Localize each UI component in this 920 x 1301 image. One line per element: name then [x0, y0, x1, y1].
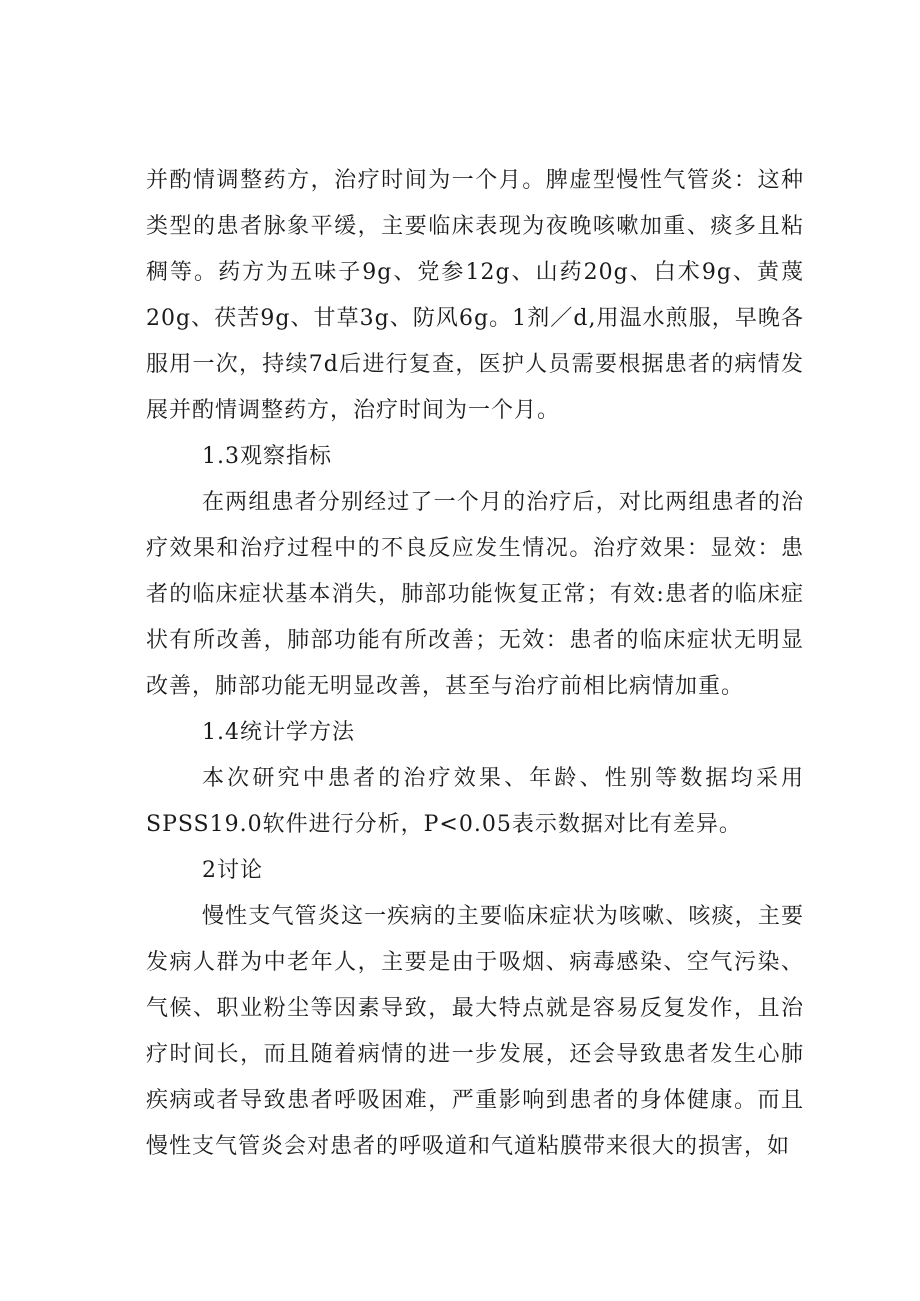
paragraph-statistical-methods: 本次研究中患者的治疗效果、年龄、性别等数据均采用SPSS19.0软件进行分析，P<0.05表示数据对比有差异。	[146, 766, 804, 837]
document-body	[146, 158, 804, 1170]
section-heading-1-3: 1.3观察指标	[202, 444, 332, 469]
paragraph-observation-indicators: 在两组患者分别经过了一个月的治疗后，对比两组患者的治疗效果和治疗过程中的不良反应发生情况。治疗效果：显效：患者的临床症状基本消失，肺部功能恢复正常；有效:患者的临床症状有所改善，肺部功能有所改善；无效：患者的临床症状无明显改善，肺部功能无明显改善，甚至与治疗前相比病情加重。	[146, 490, 804, 699]
paragraph-continued-spleen-deficiency: 并酌情调整药方，治疗时间为一个月。脾虚型慢性气管炎：这种类型的患者脉象平缓，主要临床表现为夜晚咳嗽加重、痰多且粘稠等。药方为五味子9g、党参12g、山药20g、白术9g、黄蔑20g、茯苦9g、甘草3g、防风6g。1剂／d,用温水煎服，早晚各服用一次，持续7d后进行复查，医护人员需要根据患者的病情发展并酌情调整药方，治疗时间为一个月。	[146, 168, 804, 423]
section-heading-1-4: 1.4统计学方法	[202, 720, 355, 745]
section-heading-2: 2讨论	[202, 858, 263, 883]
paragraph-discussion: 慢性支气管炎这一疾病的主要临床症状为咳嗽、咳痰，主要发病人群为中老年人，主要是由于吸烟、病毒感染、空气污染、气候、职业粉尘等因素导致，最大特点就是容易反复发作，且治疗时间长，而且随着病情的进一步发展，还会导致患者发生心肺疾病或者导致患者呼吸困难，严重影响到患者的身体健康。而且慢性支气管炎会对患者的呼吸道和气道粘膜带来很大的损害，如	[146, 904, 804, 1159]
